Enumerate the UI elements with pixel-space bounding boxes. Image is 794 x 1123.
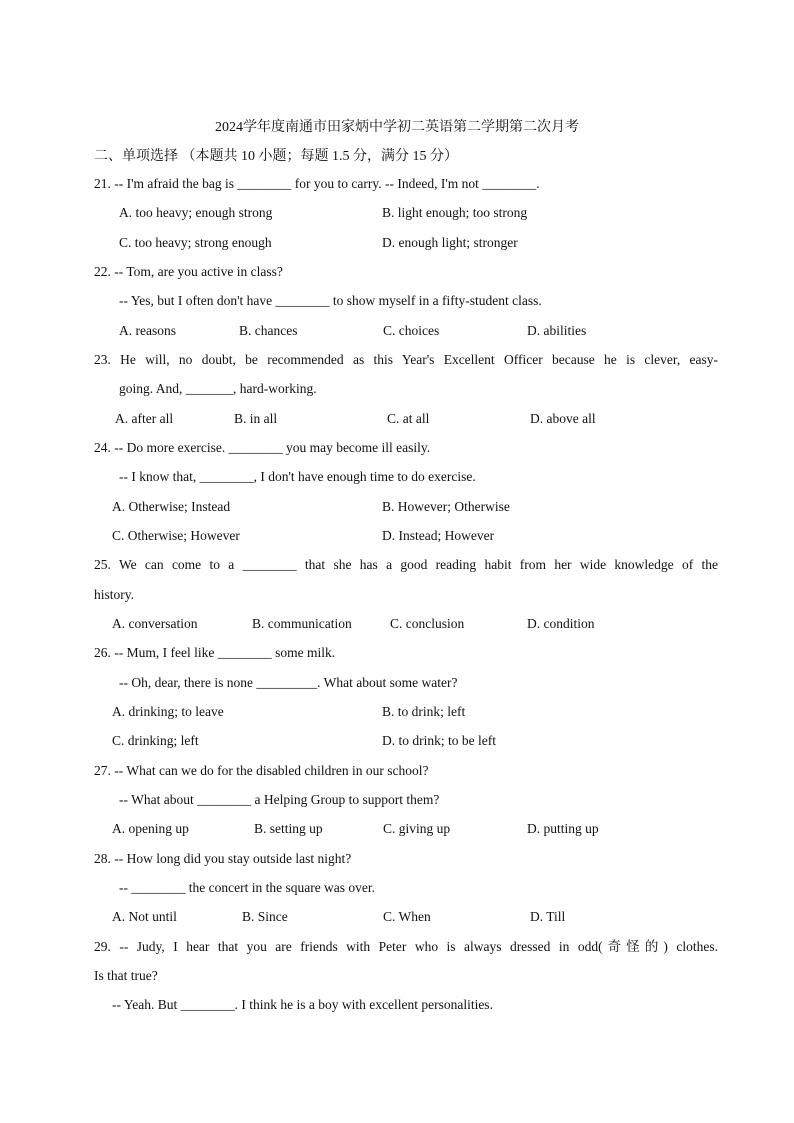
- question-24-option-a: A. Otherwise; Instead: [112, 499, 231, 514]
- question-26-reply: -- Oh, dear, there is none _________. What about some water?: [119, 675, 458, 690]
- question-27-stem: 27. -- What can we do for the disabled children in our school?: [94, 763, 429, 778]
- question-28-option-a: A. Not until: [112, 909, 177, 924]
- question-22-stem: 22. -- Tom, are you active in class?: [94, 264, 283, 279]
- question-28-option-b: B. Since: [242, 909, 288, 924]
- question-22-option-c: C. choices: [383, 323, 440, 338]
- question-25-stem-continued: history.: [94, 587, 134, 602]
- question-29-stem-continued: Is that true?: [94, 968, 158, 983]
- question-22-option-b: B. chances: [239, 323, 298, 338]
- question-24-option-c: C. Otherwise; However: [112, 528, 240, 543]
- question-27-option-b: B. setting up: [254, 821, 323, 836]
- question-29-stem: 29. -- Judy, I hear that you are friends with Peter who is always dressed in odd(奇怪的) clothes.: [94, 939, 718, 954]
- question-23-option-c: C. at all: [387, 411, 430, 426]
- question-23-option-a: A. after all: [115, 411, 174, 426]
- question-24-stem: 24. -- Do more exercise. ________ you may become ill easily.: [94, 440, 431, 455]
- question-24-option-b: B. However; Otherwise: [382, 499, 510, 514]
- question-27-option-a: A. opening up: [112, 821, 189, 836]
- question-29-reply: -- Yeah. But ________. I think he is a boy with excellent personalities.: [112, 997, 493, 1012]
- question-24-option-d: D. Instead; However: [382, 528, 495, 543]
- question-25-option-b: B. communication: [252, 616, 352, 631]
- question-28-stem: 28. -- How long did you stay outside last night?: [94, 851, 352, 866]
- page-title: 2024学年度南通市田家炳中学初二英语第二学期第二次月考: [215, 120, 579, 135]
- section-heading: 二、单项选择 （本题共 10 小题；每题 1.5 分，满分 15 分）: [94, 149, 458, 164]
- question-25-option-c: C. conclusion: [390, 616, 465, 631]
- question-24-reply: -- I know that, ________, I don't have enough time to do exercise.: [119, 469, 476, 484]
- question-21-option-a: A. too heavy; enough strong: [119, 205, 273, 220]
- question-21-option-d: D. enough light; stronger: [382, 235, 518, 250]
- question-26-option-c: C. drinking; left: [112, 733, 199, 748]
- question-21-option-b: B. light enough; too strong: [382, 205, 528, 220]
- question-21-stem: 21. -- I'm afraid the bag is ________ for you to carry. -- Indeed, I'm not ________.: [94, 176, 540, 191]
- question-27-option-d: D. putting up: [527, 821, 599, 836]
- question-28-reply: -- ________ the concert in the square was over.: [119, 880, 376, 895]
- question-28-option-d: D. Till: [530, 909, 566, 924]
- question-22-option-a: A. reasons: [119, 323, 176, 338]
- question-25-stem: 25. We can come to a ________ that she has a good reading habit from her wide knowledge of the: [94, 557, 718, 572]
- question-26-option-a: A. drinking; to leave: [112, 704, 224, 719]
- question-23-option-d: D. above all: [530, 411, 596, 426]
- question-27-reply: -- What about ________ a Helping Group to support them?: [119, 792, 440, 807]
- question-26-stem: 26. -- Mum, I feel like ________ some milk.: [94, 645, 336, 660]
- question-26-option-d: D. to drink; to be left: [382, 733, 496, 748]
- question-22-option-d: D. abilities: [527, 323, 587, 338]
- question-27-option-c: C. giving up: [383, 821, 451, 836]
- question-23-stem-continued: going. And, _______, hard-working.: [119, 381, 317, 396]
- question-25-option-a: A. conversation: [112, 616, 198, 631]
- question-25-option-d: D. condition: [527, 616, 595, 631]
- question-26-option-b: B. to drink; left: [382, 704, 466, 719]
- question-23-stem: 23. He will, no doubt, be recommended as this Year's Excellent Officer because he is clever, easy-: [94, 352, 718, 367]
- question-22-reply: -- Yes, but I often don't have ________ to show myself in a fifty-student class.: [119, 293, 542, 308]
- question-23-option-b: B. in all: [234, 411, 278, 426]
- question-21-option-c: C. too heavy; strong enough: [119, 235, 272, 250]
- question-28-option-c: C. When: [383, 909, 431, 924]
